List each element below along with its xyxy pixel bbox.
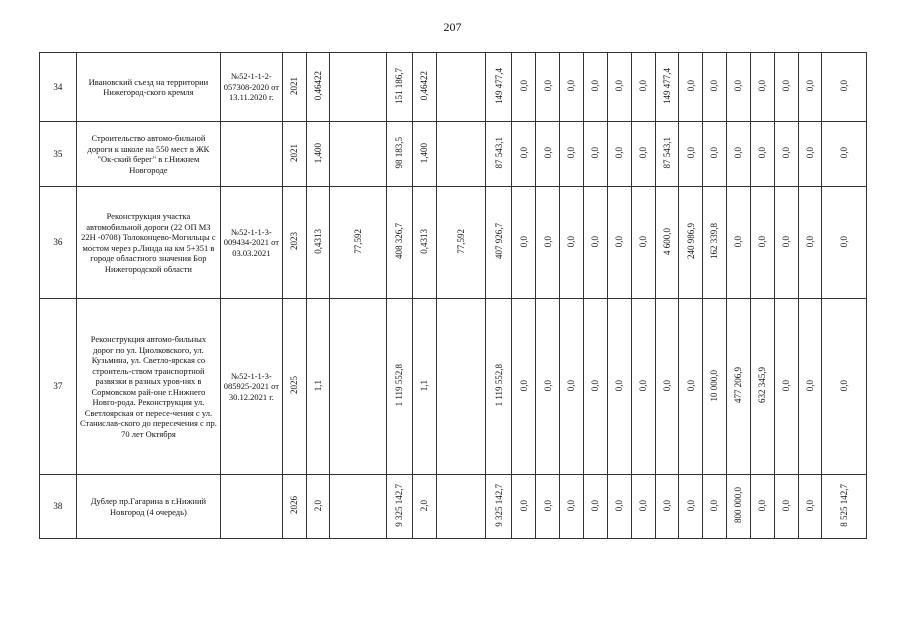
value-cell <box>774 187 798 299</box>
value-cell <box>727 187 751 299</box>
cell-value: 0,0 <box>566 499 577 511</box>
expertise-conclusion: №52-1-1-2-057308-2020 от 13.11.2020 г. <box>220 53 282 122</box>
value-cell <box>655 475 679 539</box>
value-cell <box>486 299 512 475</box>
value-cell <box>536 53 560 122</box>
cell-value: 0,4313 <box>418 228 429 254</box>
value-cell <box>512 475 536 539</box>
cell-value: 408 326,7 <box>394 223 405 260</box>
value-cell <box>436 53 486 122</box>
value-cell <box>386 122 412 187</box>
cell-value: 0,0 <box>838 147 849 159</box>
cell-value: 0,0 <box>518 147 529 159</box>
cell-value: 0,0 <box>590 235 601 247</box>
cell-value: 477 206,9 <box>733 367 744 404</box>
value-cell <box>436 475 486 539</box>
cell-value: 0,0 <box>804 499 815 511</box>
value-cell <box>412 187 436 299</box>
cell-value: 4 600,0 <box>661 227 672 255</box>
cell-value: 0,0 <box>685 499 696 511</box>
cell-value: 0,0 <box>733 147 744 159</box>
cell-value: 0,0 <box>804 147 815 159</box>
table-row <box>40 187 867 299</box>
cell-value: 9 325 142,7 <box>394 483 405 527</box>
cell-value: 2023 <box>288 232 299 251</box>
value-cell <box>607 122 631 187</box>
cell-value: 0,0 <box>518 80 529 92</box>
cell-value: 0,0 <box>637 80 648 92</box>
value-cell <box>282 53 306 122</box>
value-cell <box>822 53 867 122</box>
cell-value: 2021 <box>288 143 299 162</box>
cell-value: 2025 <box>288 376 299 395</box>
cell-value: 0,0 <box>637 379 648 391</box>
object-name: Ивановский съезд на территории Нижегород-ского кремля <box>76 53 220 122</box>
row-number: 34 <box>40 53 77 122</box>
value-cell <box>412 53 436 122</box>
value-cell <box>386 299 412 475</box>
cell-value: 0,0 <box>542 379 553 391</box>
value-cell <box>750 475 774 539</box>
cell-value: 151 186,7 <box>394 67 405 104</box>
value-cell <box>584 187 608 299</box>
cell-value: 0,0 <box>757 235 768 247</box>
value-cell <box>412 475 436 539</box>
expertise-conclusion <box>220 475 282 539</box>
value-cell <box>436 122 486 187</box>
value-cell <box>486 187 512 299</box>
cell-value: 0,0 <box>685 147 696 159</box>
value-cell <box>512 122 536 187</box>
value-cell <box>679 299 703 475</box>
value-cell <box>822 299 867 475</box>
value-cell <box>822 122 867 187</box>
cell-value: 0,0 <box>542 147 553 159</box>
cell-value: 149 477,4 <box>661 67 672 104</box>
cell-value: 1,400 <box>418 142 429 163</box>
cell-value: 0,0 <box>757 147 768 159</box>
value-cell <box>679 187 703 299</box>
value-cell <box>703 475 727 539</box>
value-cell <box>727 122 751 187</box>
value-cell <box>607 299 631 475</box>
value-cell <box>703 187 727 299</box>
value-cell <box>560 475 584 539</box>
cell-value: 1 119 552,8 <box>493 364 504 407</box>
cell-value: 0,0 <box>518 379 529 391</box>
value-cell <box>584 53 608 122</box>
cell-value: 1,400 <box>312 142 323 163</box>
value-cell <box>560 122 584 187</box>
cell-value: 1 119 552,8 <box>394 364 405 407</box>
cell-value: 2,0 <box>418 499 429 511</box>
value-cell <box>798 187 822 299</box>
value-cell <box>727 53 751 122</box>
cell-value: 77,592 <box>352 228 363 254</box>
table-row <box>40 53 867 122</box>
cell-value: 2021 <box>288 76 299 95</box>
value-cell <box>798 53 822 122</box>
value-cell <box>584 475 608 539</box>
value-cell <box>750 187 774 299</box>
cell-value: 0,0 <box>838 80 849 92</box>
cell-value: 240 986,9 <box>685 223 696 260</box>
cell-value: 407 926,7 <box>493 223 504 260</box>
cell-value: 0,46422 <box>312 71 323 101</box>
cell-value: 0,0 <box>566 80 577 92</box>
value-cell <box>330 475 386 539</box>
value-cell <box>306 53 330 122</box>
value-cell <box>412 122 436 187</box>
value-cell <box>607 53 631 122</box>
value-cell <box>536 299 560 475</box>
cell-value: 0,0 <box>614 147 625 159</box>
value-cell <box>631 187 655 299</box>
cell-value: 0,0 <box>709 147 720 159</box>
value-cell <box>822 475 867 539</box>
cell-value: 0,0 <box>542 80 553 92</box>
value-cell <box>512 187 536 299</box>
cell-value: 632 345,9 <box>757 367 768 404</box>
page-number: 207 <box>443 20 462 34</box>
value-cell <box>560 53 584 122</box>
cell-value: 0,0 <box>780 147 791 159</box>
cell-value: 800 000,0 <box>733 487 744 524</box>
cell-value: 0,0 <box>780 499 791 511</box>
value-cell <box>436 187 486 299</box>
cell-value: 149 477,4 <box>493 67 504 104</box>
cell-value: 0,0 <box>590 379 601 391</box>
cell-value: 0,0 <box>757 80 768 92</box>
cell-value: 0,0 <box>757 499 768 511</box>
cell-value: 0,4313 <box>312 228 323 254</box>
table-row <box>40 475 867 539</box>
value-cell <box>750 122 774 187</box>
cell-value: 2026 <box>288 496 299 515</box>
value-cell <box>486 53 512 122</box>
value-cell <box>703 53 727 122</box>
value-cell <box>655 299 679 475</box>
expertise-conclusion <box>220 122 282 187</box>
cell-value: 0,0 <box>566 235 577 247</box>
value-cell <box>486 475 512 539</box>
value-cell <box>330 299 386 475</box>
value-cell <box>330 53 386 122</box>
value-cell <box>798 122 822 187</box>
value-cell <box>386 187 412 299</box>
cell-value: 98 183,5 <box>394 137 405 169</box>
cell-value: 0,0 <box>804 379 815 391</box>
cell-value: 87 543,1 <box>493 137 504 169</box>
cell-value: 0,46422 <box>418 71 429 101</box>
value-cell <box>306 475 330 539</box>
value-cell <box>536 475 560 539</box>
cell-value: 0,0 <box>804 80 815 92</box>
cell-value: 162 339,8 <box>709 223 720 260</box>
value-cell <box>436 299 486 475</box>
value-cell <box>822 187 867 299</box>
cell-value: 0,0 <box>590 499 601 511</box>
value-cell <box>560 187 584 299</box>
cell-value: 0,0 <box>566 379 577 391</box>
cell-value: 0,0 <box>780 235 791 247</box>
cell-value: 87 543,1 <box>661 137 672 169</box>
row-number: 37 <box>40 299 77 475</box>
cell-value: 0,0 <box>614 499 625 511</box>
cell-value: 1,1 <box>312 379 323 391</box>
row-number: 38 <box>40 475 77 539</box>
cell-value: 10 000,0 <box>709 369 720 401</box>
value-cell <box>386 475 412 539</box>
cell-value: 0,0 <box>518 235 529 247</box>
cell-value: 1,1 <box>418 379 429 391</box>
cell-value: 0,0 <box>804 235 815 247</box>
value-cell <box>512 299 536 475</box>
value-cell <box>631 299 655 475</box>
value-cell <box>306 299 330 475</box>
value-cell <box>774 122 798 187</box>
table-row <box>40 122 867 187</box>
value-cell <box>774 475 798 539</box>
value-cell <box>750 53 774 122</box>
value-cell <box>536 187 560 299</box>
value-cell <box>631 53 655 122</box>
value-cell <box>631 475 655 539</box>
value-cell <box>607 187 631 299</box>
value-cell <box>798 475 822 539</box>
value-cell <box>412 299 436 475</box>
cell-value: 0,0 <box>566 147 577 159</box>
value-cell <box>282 122 306 187</box>
cell-value: 0,0 <box>780 379 791 391</box>
cell-value: 0,0 <box>518 499 529 511</box>
cell-value: 0,0 <box>614 235 625 247</box>
value-cell <box>774 53 798 122</box>
value-cell <box>703 299 727 475</box>
cell-value: 0,0 <box>590 80 601 92</box>
cell-value: 9 325 142,7 <box>493 483 504 527</box>
value-cell <box>330 122 386 187</box>
cell-value: 0,0 <box>542 235 553 247</box>
cell-value: 0,0 <box>709 80 720 92</box>
object-name: Реконструкция автомо-бильных дорог по ул. Циолковского, ул. Кузьмина, ул. Светло-ярская со строитель-ством транспортной развязки в разных уров-нях в Сормовском рай-оне г.Нижнего Новго-рода. Реконструкция ул. Светлоярская от пересе-чения с ул. Станислав-ского до пересечения с пр. 70 лет Октября <box>76 299 220 475</box>
expertise-conclusion: №52-1-1-3-085925-2021 от 30.12.2021 г. <box>220 299 282 475</box>
table-row <box>40 299 867 475</box>
value-cell <box>282 187 306 299</box>
value-cell <box>727 475 751 539</box>
value-cell <box>727 299 751 475</box>
cell-value: 0,0 <box>685 80 696 92</box>
expertise-conclusion: №52-1-1-3-009434-2021 от 03.03.2021 <box>220 187 282 299</box>
value-cell <box>306 187 330 299</box>
value-cell <box>703 122 727 187</box>
cell-value: 0,0 <box>637 499 648 511</box>
roads-table <box>39 52 867 539</box>
value-cell <box>774 299 798 475</box>
value-cell <box>536 122 560 187</box>
value-cell <box>798 299 822 475</box>
value-cell <box>282 475 306 539</box>
object-name: Реконструкция участка автомобильной дороги (22 ОП МЗ 22Н -0708) Толоконцево-Могильцы с мостом через р.Линда на км 5+351 в городе областного значения Бор Нижегородской области <box>76 187 220 299</box>
cell-value: 77,592 <box>455 228 466 254</box>
value-cell <box>282 299 306 475</box>
value-cell <box>655 122 679 187</box>
cell-value: 0,0 <box>709 499 720 511</box>
cell-value: 0,0 <box>637 235 648 247</box>
cell-value: 0,0 <box>685 379 696 391</box>
cell-value: 0,0 <box>590 147 601 159</box>
value-cell <box>679 53 703 122</box>
object-name: Строительство автомо-бильной дороги к школе на 550 мест в ЖК "Ок-ский берег" в г.Нижнем Новгороде <box>76 122 220 187</box>
value-cell <box>560 299 584 475</box>
cell-value: 0,0 <box>614 80 625 92</box>
cell-value: 0,0 <box>661 499 672 511</box>
value-cell <box>386 53 412 122</box>
cell-value: 0,0 <box>733 235 744 247</box>
value-cell <box>306 122 330 187</box>
value-cell <box>584 122 608 187</box>
value-cell <box>679 122 703 187</box>
row-number: 36 <box>40 187 77 299</box>
value-cell <box>330 187 386 299</box>
cell-value: 0,0 <box>661 379 672 391</box>
object-name: Дублер пр.Гагарина в г.Нижний Новгород (4 очередь) <box>76 475 220 539</box>
value-cell <box>486 122 512 187</box>
value-cell <box>679 475 703 539</box>
cell-value: 0,0 <box>637 147 648 159</box>
cell-value: 0,0 <box>733 80 744 92</box>
cell-value: 2,0 <box>312 499 323 511</box>
value-cell <box>631 122 655 187</box>
cell-value: 0,0 <box>838 235 849 247</box>
cell-value: 0,0 <box>542 499 553 511</box>
value-cell <box>512 53 536 122</box>
value-cell <box>655 53 679 122</box>
cell-value: 8 525 142,7 <box>838 483 849 527</box>
cell-value: 0,0 <box>838 379 849 391</box>
value-cell <box>655 187 679 299</box>
value-cell <box>607 475 631 539</box>
value-cell <box>584 299 608 475</box>
row-number: 35 <box>40 122 77 187</box>
value-cell <box>750 299 774 475</box>
cell-value: 0,0 <box>780 80 791 92</box>
cell-value: 0,0 <box>614 379 625 391</box>
